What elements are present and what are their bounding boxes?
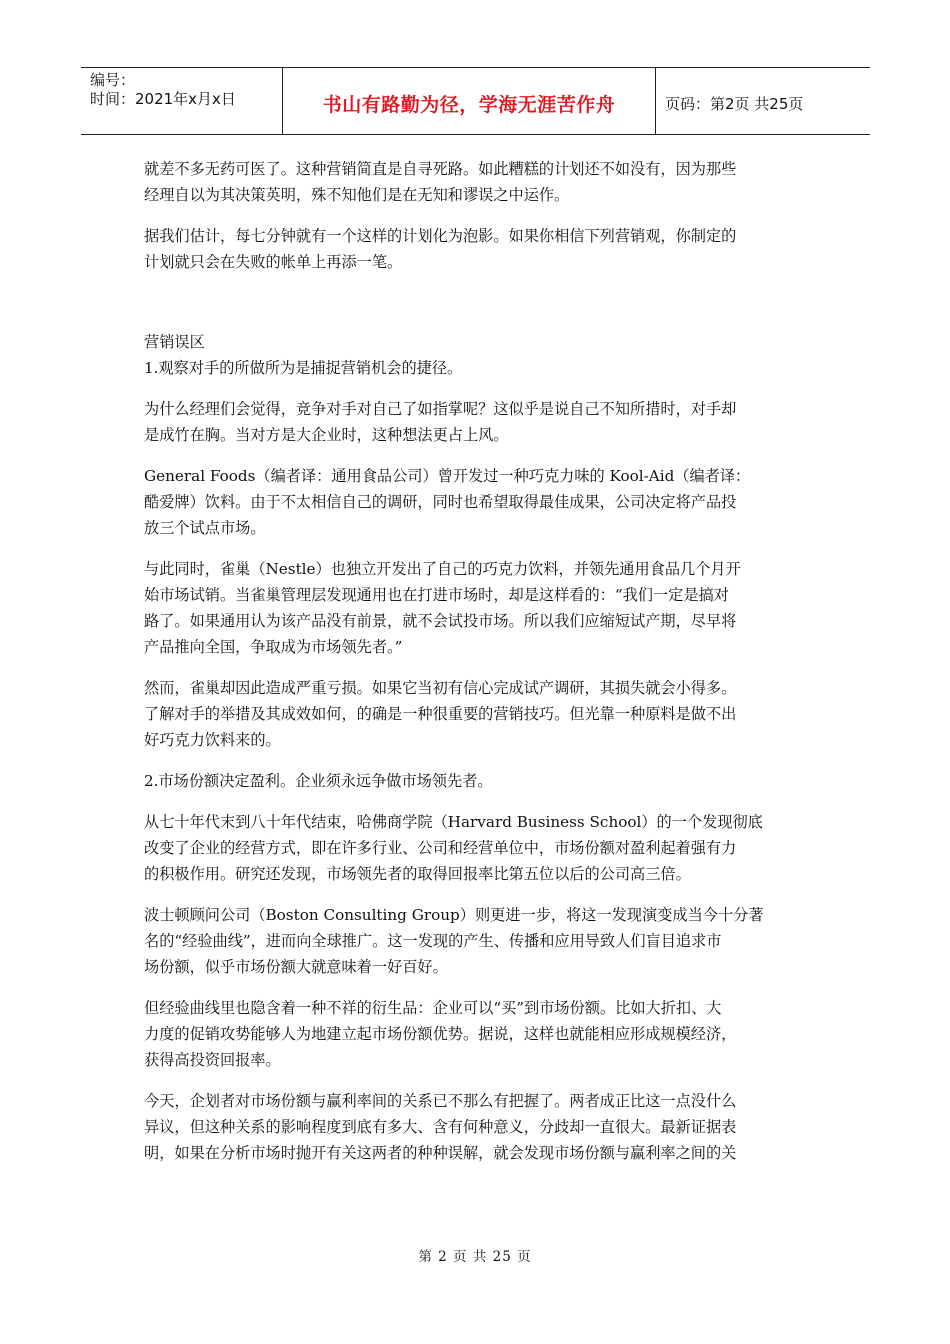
body-paragraph: General Foods（编者译：通用食品公司）曾开发过一种巧克力味的 Kool-Aid（编者译： 酷爱牌）饮料。由于不太相信自己的调研，同时也希望取得最佳成果，公司决定将产品投 放三个试点市场。	[144, 467, 751, 537]
document-number-label: 编号：	[90, 71, 136, 89]
numbered-point-heading: 1.观察对手的所做所为是捕捉营销机会的捷径。	[144, 359, 463, 377]
body-paragraph: 为什么经理们会觉得，竞争对手对自己了如指掌呢？这似乎是说自己不知所措时，对手却 是成竹在胸。当对方是大企业时，这种想法更占上风。	[144, 400, 737, 444]
body-paragraph: 然而，雀巢却因此造成严重亏损。如果它当初有信心完成试产调研，其损失就会小得多。 了解对手的举措及其成效如何，的确是一种很重要的营销技巧。但光靠一种原料是做不出 好巧克力饮料来的。	[144, 679, 737, 749]
body-paragraph: 今天，企划者对市场份额与赢利率间的关系已不那么有把握了。两者成正比这一点没什么 异议，但这种关系的影响程度到底有多大、含有何种意义，分歧却一直很大。最新证据表 明，如果在分析市场时抛开有关这两者的种种误解，就会发现市场份额与赢利率之间的关	[144, 1092, 737, 1162]
document-body	[144, 156, 804, 1181]
body-paragraph: 与此同时，雀巢（Nestle）也独立开发出了自己的巧克力饮料，并领先通用食品几个月开 始市场试销。当雀巢管理层发现通用也在打进市场时，却是这样看的：“我们一定是搞对 路了。如果通用认为该产品没有前景，就不会试投市场。所以我们应缩短试产期，尽早将 产品推向全国，争取成为市场领先者。”	[144, 560, 741, 656]
header-page-info: 页码：第2页 共25页	[665, 94, 804, 113]
body-paragraph: 据我们估计，每七分钟就有一个这样的计划化为泡影。如果你相信下列营销观，你制定的 计划就只会在失败的帐单上再添一笔。	[144, 227, 737, 271]
body-paragraph: 但经验曲线里也隐含着一种不祥的衍生品：企业可以“买”到市场份额。比如大折扣、大 力度的促销攻势能够人为地建立起市场份额优势。据说，这样也就能相应形成规模经济， 获得高投资回报率。	[144, 999, 737, 1069]
header-meta-cell	[81, 68, 283, 134]
section-spacer	[144, 290, 804, 329]
numbered-point-heading: 2.市场份额决定盈利。企业须永远争做市场领先者。	[144, 772, 493, 790]
document-date-label: 时间：2021年x月x日	[90, 90, 236, 108]
header-motto: 书山有路勤为径，学海无涯苦作舟	[283, 68, 656, 134]
section-heading: 营销误区	[144, 333, 205, 351]
body-paragraph: 就差不多无药可医了。这种营销简直是自寻死路。如此糟糕的计划还不如没有，因为那些 经理自以为其决策英明，殊不知他们是在无知和谬误之中运作。	[144, 160, 737, 204]
header-table	[81, 67, 870, 135]
body-paragraph: 从七十年代末到八十年代结束，哈佛商学院（Harvard Business School）的一个发现彻底 改变了企业的经营方式，即在许多行业、公司和经营单位中，市场份额对盈利起着强有力 的积极作用。研究还发现，市场领先者的取得回报率比第五位以后的公司高三倍。	[144, 813, 763, 883]
body-paragraph: 波士顿顾问公司（Boston Consulting Group）则更进一步，将这一发现演变成当今十分著 名的“经验曲线”，进而向全球推广。这一发现的产生、传播和应用导致人们盲目追求市 场份额，似乎市场份额大就意味着一好百好。	[144, 906, 764, 976]
page-footer: 第 2 页 共 25 页	[418, 1249, 532, 1265]
